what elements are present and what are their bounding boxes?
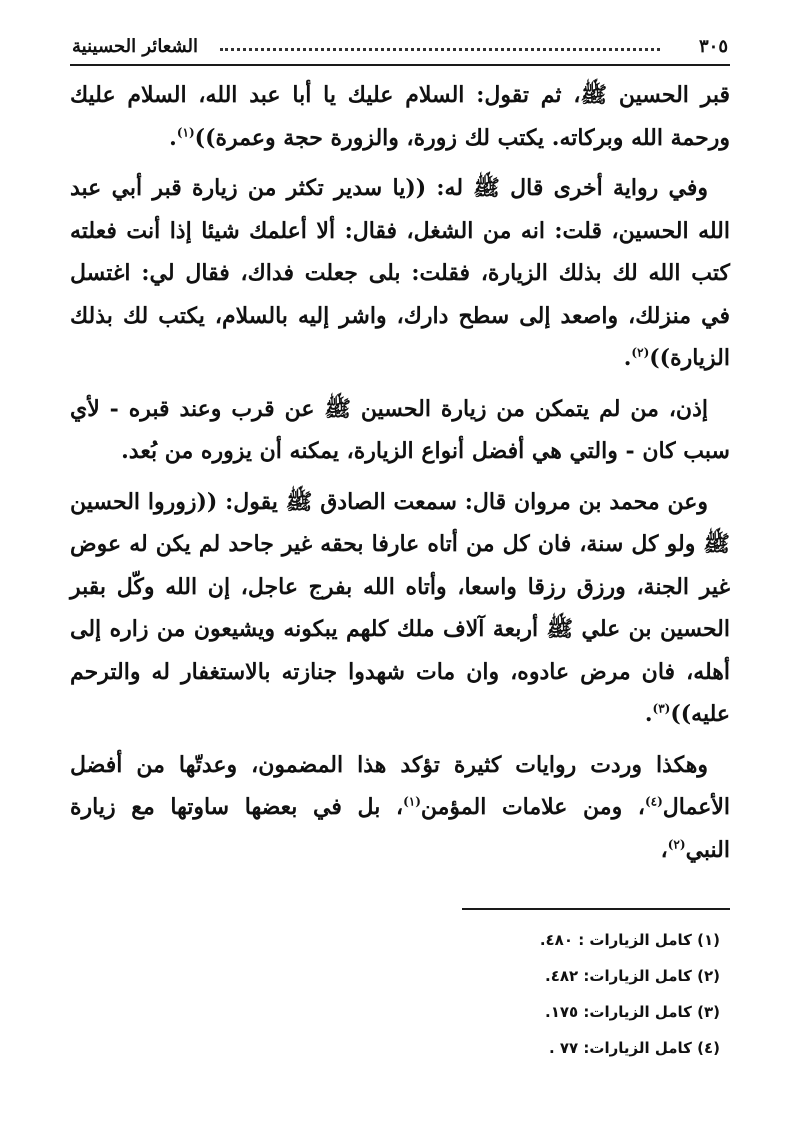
footnote-4: (٤) كامل الزيارات: ٧٧ . (548, 1039, 720, 1057)
footnote-2: (٢) كامل الزيارات: ٤٨٢. (545, 967, 720, 985)
footnotes (300, 922, 720, 1066)
footnote-separator (462, 908, 730, 910)
footnote-3: (٣) كامل الزيارات: ١٧٥. (545, 1003, 720, 1021)
footnote-ref: (٣) (652, 701, 671, 716)
body-text (70, 74, 730, 871)
paragraph-1: قبر الحسين ﷺ، ثم تقول: السلام عليك يا أبا عبد الله، السلام عليك ورحمة الله وبركاته. يكتب لك زورة، والزورة حجة وعمرة))$^{(١)}$. (70, 82, 730, 151)
footnote-ref: (٢) (631, 345, 650, 360)
footnote-ref: (١) (403, 794, 421, 809)
header-dot-leader (220, 40, 660, 51)
footnote-ref: (٢) (667, 837, 686, 852)
paragraph-4: وعن محمد بن مروان قال: سمعت الصادق ﷺ يقول: ((زوروا الحسين ﷺ ولو كل سنة، فان كل من أتاه عارفا بحقه غير جاحد لم يكن له عوض غير الجنة، ورزق رزقا واسعا، وأتاه الله بفرج عاجل، إن الله وكّل بقبر الحسين بن علي ﷺ أربعة آلاف ملك كلهم يبكونه ويشيعون من زاره إلى أهله، فان مرض عادوه، وان مات شهدوا جنازته بالاستغفار له والترحم عليه))$^{(٣)}$. (70, 488, 730, 727)
paragraph-3: إذن، من لم يتمكن من زيارة الحسين ﷺ عن قرب وعند قبره - لأي سبب كان - والتي هي أفضل أنواع الزيارة، يمكنه أن يزوره من بُعد. (70, 395, 730, 464)
footnote-ref: (٤) (644, 794, 663, 809)
paragraph-2: وفي رواية أخرى قال ﷺ له: ((يا سدير تكثر من زيارة قبر أبي عبد الله الحسين، قلت: انه من الشغل، فقال: ألا أعلمك شيئا إذا أنت فعلته كتب الله لك بذلك الزيارة، فقلت: بلى جعلت فداك، فقال لي: اغتسل في منزلك، واصعد إلى سطح دارك، واشر إليه بالسلام، يكتب لك بذلك الزيارة))$^{(٢)}$. (70, 175, 730, 371)
page-header (70, 30, 730, 66)
footnote-1: (١) كامل الزيارات : ٤٨٠. (539, 931, 720, 949)
footnote-ref: (١) (176, 125, 195, 140)
book-page (70, 30, 730, 1120)
page-number: ٣٠٥ (698, 36, 728, 57)
running-title: الشعائر الحسينية (72, 36, 199, 57)
paragraph-5: وهكذا وردت روايات كثيرة تؤكد هذا المضمون، وعدتّها من أفضل الأعمال$^{(٤)}$، ومن علامات المؤمن$^{(١)}$، بل في بعضها ساوتها مع زيارة النبي$^{(٢)}$، (70, 751, 730, 863)
